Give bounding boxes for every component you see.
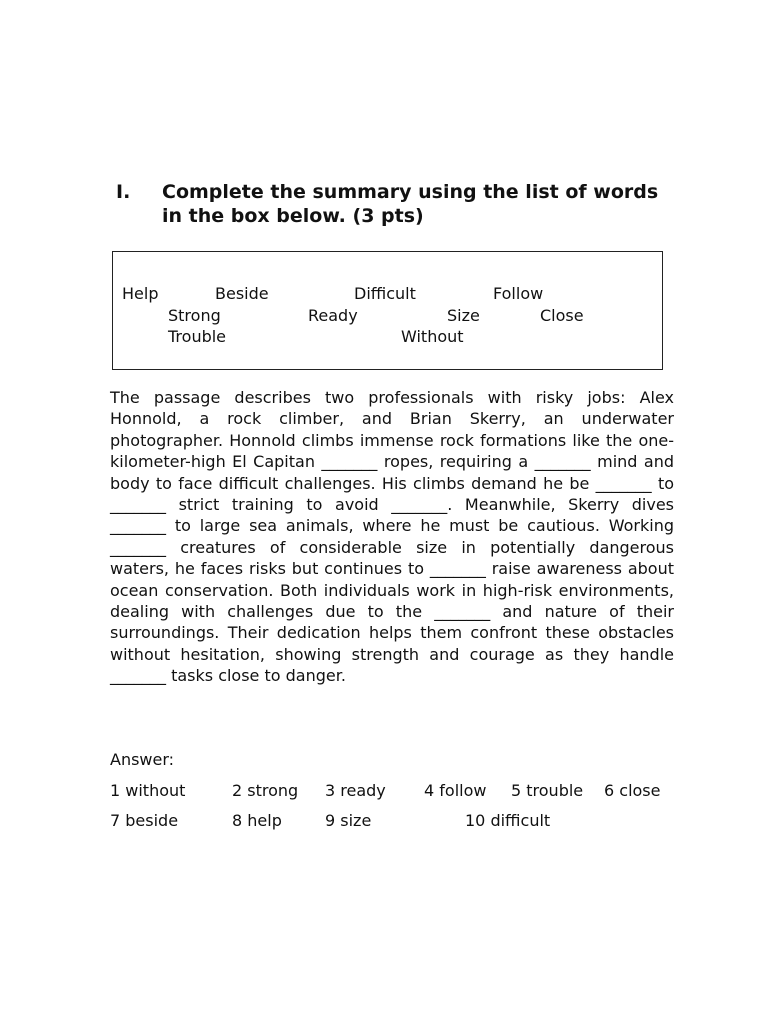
- word-strong: Strong: [168, 306, 221, 325]
- answer-item: 2 strong: [232, 781, 299, 800]
- section-instruction: Complete the summary using the list of words in the box below. (3 pts): [162, 181, 659, 227]
- word-close: Close: [540, 306, 584, 325]
- answer-item: 1 without: [110, 781, 186, 800]
- word-difficult: Difficult: [354, 284, 416, 303]
- answer-item: 10 difficult: [465, 811, 551, 830]
- answer-item: 7 beside: [110, 811, 179, 830]
- answer-item: 3 ready: [325, 781, 386, 800]
- word-size: Size: [447, 306, 480, 325]
- word-follow: Follow: [493, 284, 544, 303]
- word-trouble: Trouble: [168, 327, 227, 346]
- answer-item: 6 close: [604, 781, 661, 800]
- answer-item: 4 follow: [424, 781, 487, 800]
- answer-item: 9 size: [325, 811, 372, 830]
- word-ready: Ready: [308, 306, 358, 325]
- word-without: Without: [401, 327, 464, 346]
- word-box: [112, 251, 663, 370]
- word-beside: Beside: [215, 284, 269, 303]
- word-help: Help: [122, 284, 159, 303]
- answer-item: 8 help: [232, 811, 282, 830]
- summary-passage: The passage describes two professionals with risky jobs: Alex Honnold, a rock climber, and Brian Skerry, an underwater photographer. Honnold climbs immense rock formations like the one-kilometer-high El Capitan _______ ropes, requiring a _______ mind and body to face difficult challenges. His climbs demand he be _______ to _______ strict training to avoid _______. Meanwhile, Skerry dives _______ to large sea animals, where he must be cautious. Working _______ creatures of considerable size in potentially dangerous waters, he faces risks but continues to _______ raise awareness about ocean conservation. Both individuals work in high-risk environments, dealing with challenges due to the _______ and nature of their surroundings. Their dedication helps them confront these obstacles without hesitation, showing strength and courage as they handle _______ tasks close to danger.: [110, 388, 674, 686]
- section-number: I.: [116, 181, 131, 203]
- answer-label: Answer:: [110, 750, 175, 769]
- answer-item: 5 trouble: [511, 781, 584, 800]
